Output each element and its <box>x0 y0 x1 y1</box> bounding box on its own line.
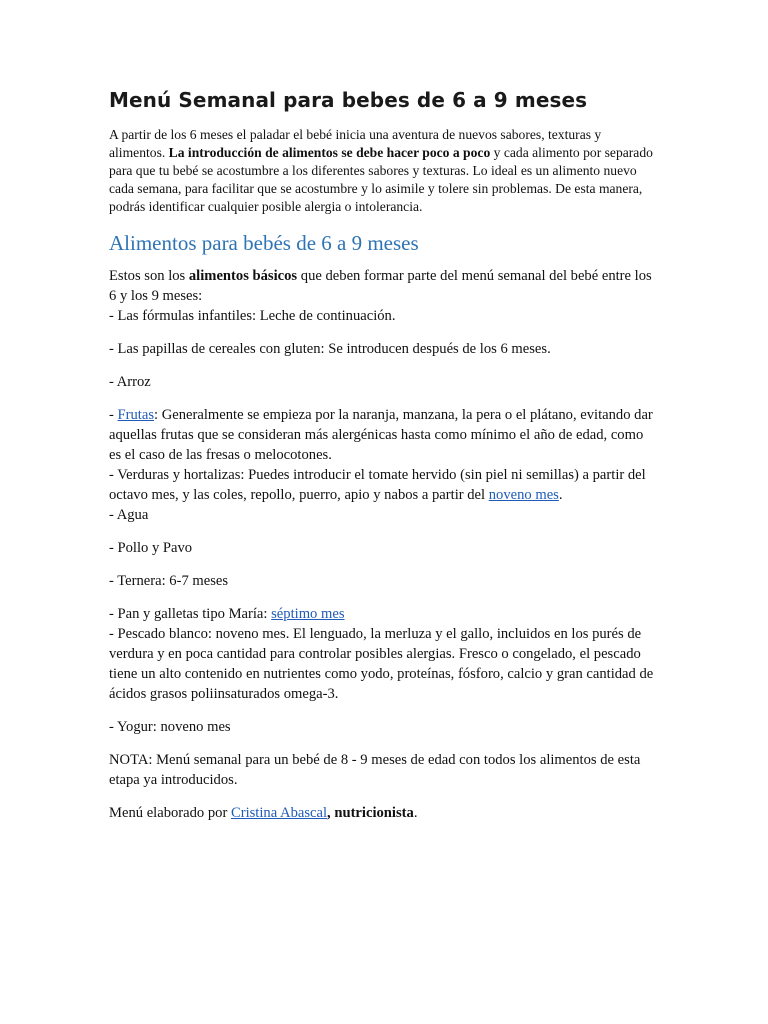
frutas-link[interactable]: Frutas <box>117 407 154 423</box>
list-item-arroz: - Arroz <box>109 374 151 390</box>
intro-paragraph <box>109 126 657 216</box>
list-item-formulas: - Las fórmulas infantiles: Leche de continuación. <box>109 308 396 324</box>
author-text: Menú elaborado por <box>109 805 231 821</box>
intro-text: A partir de los 6 meses el paladar el bebé inicia una aventura de nuevos sabores, texturas y alimentos. <box>109 127 602 160</box>
section-heading: Alimentos para bebés de 6 a 9 meses <box>109 231 419 255</box>
foods-intro-text: Estos son los <box>109 268 189 284</box>
list-item-pollo: - Pollo y Pavo <box>109 540 193 556</box>
note-paragraph: NOTA: Menú semanal para un bebé de 8 - 9 meses de edad con todos los alimentos de esta etapa ya introducidos. <box>109 752 641 788</box>
list-item-cereales: - Las papillas de cereales con gluten: Se introducen después de los 6 meses. <box>109 341 551 357</box>
foods-intro-text-continued: que deben formar parte del menú semanal del bebé entre los 6 y los 9 meses: <box>109 268 652 304</box>
author-period: . <box>413 805 418 821</box>
frutas-text: : Generalmente se empieza por la naranja, manzana, la pera o el plátano, evitando dar aquellas frutas que se consideran más alergénicas hasta como mínimo el año de edad, como es el caso de las fresas o melocotones. <box>109 407 653 463</box>
author-role: , nutricionista <box>327 805 414 821</box>
fruits-vegetables-paragraph <box>109 405 657 525</box>
list-item-ternera: - Ternera: 6-7 meses <box>109 573 229 589</box>
noveno-mes-link[interactable]: noveno mes <box>488 487 559 503</box>
page-title: Menú Semanal para bebes de 6 a 9 meses <box>109 88 588 112</box>
foods-intro-bold: alimentos básicos <box>188 268 298 284</box>
verduras-text: - Verduras y hortalizas: Puedes introducir el tomate hervido (sin piel ni semillas) a partir del octavo mes, y las coles, repollo, puerro, apio y nabos a partir del <box>109 467 646 503</box>
list-item-agua: - Agua <box>109 507 149 523</box>
dash-text: - <box>109 407 118 423</box>
document-body <box>109 88 657 823</box>
bread-fish-paragraph <box>109 604 657 704</box>
foods-intro-paragraph <box>109 266 657 326</box>
intro-bold-text: La introducción de alimentos se debe hacer poco a poco <box>168 145 491 160</box>
list-item-yogur: - Yogur: noveno mes <box>109 719 231 735</box>
verduras-period: . <box>558 487 563 503</box>
intro-text-continued: y cada alimento por separado para que tu bebé se acostumbre a los diferentes sabores y texturas. Lo ideal es un alimento nuevo cada semana, para facilitar que se acostumbre y lo asimile y tolere sin problemas. De esta manera, podrás identificar cualquier posible alergia o intolerancia. <box>109 145 653 214</box>
pescado-text: - Pescado blanco: noveno mes. El lenguado, la merluza y el gallo, incluidos en los purés de verdura y en poca cantidad para controlar posibles alergias. Fresco o congelado, el pescado tiene un alto contenido en nutrientes como yodo, proteínas, fósforo, calcio y gran cantidad de ácidos grasos poliinsaturados omega-3. <box>109 626 654 702</box>
author-paragraph <box>109 803 657 823</box>
septimo-mes-link[interactable]: séptimo mes <box>271 606 345 622</box>
author-link[interactable]: Cristina Abascal <box>230 805 328 821</box>
pan-text: - Pan y galletas tipo María: <box>109 606 272 622</box>
